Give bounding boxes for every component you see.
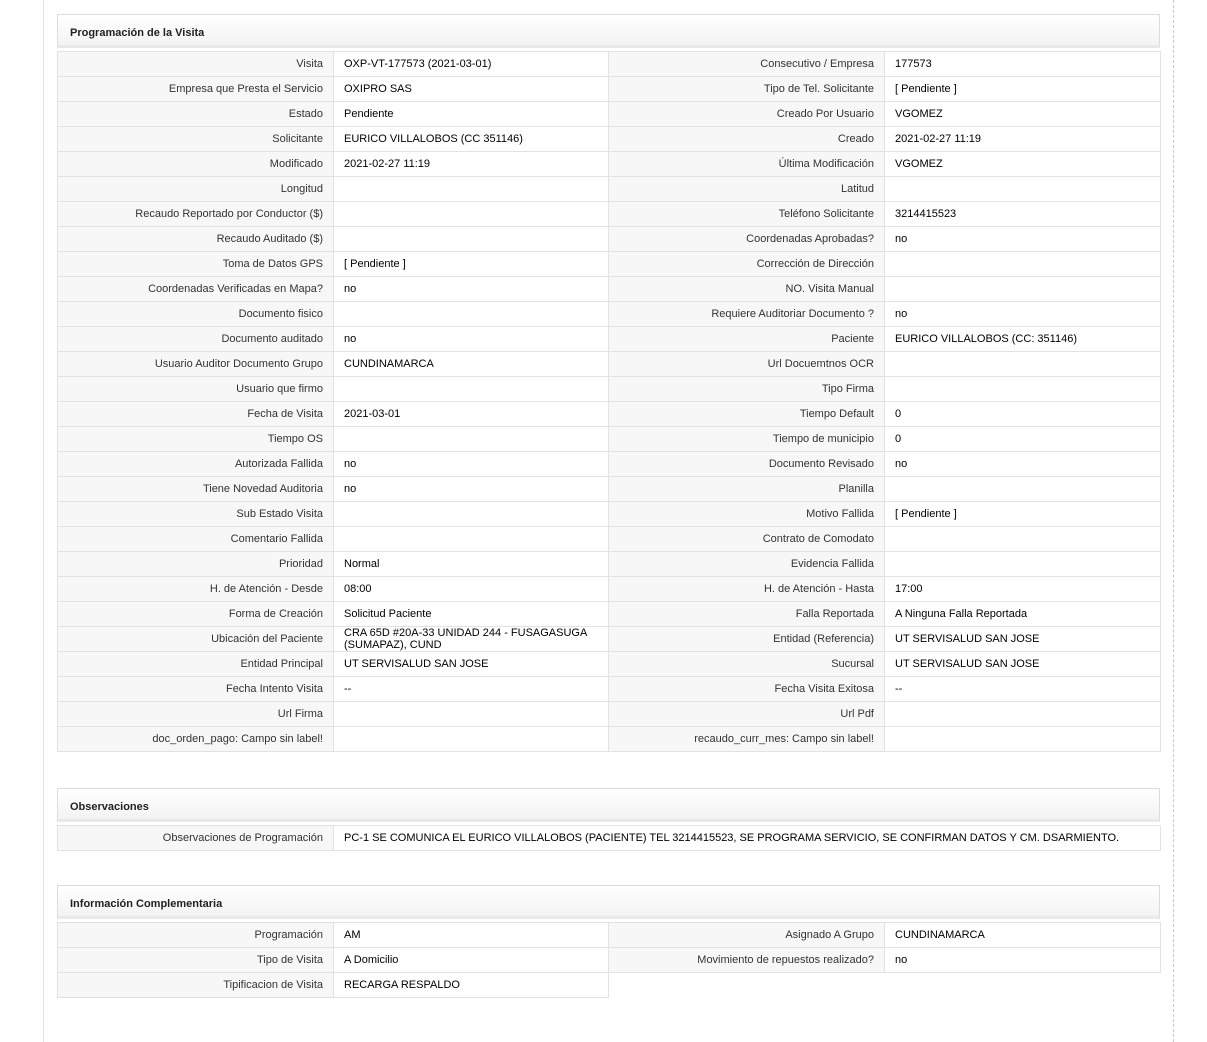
label-doc-orden-pago-campo-sin-label: doc_orden_pago: Campo sin label! (58, 727, 334, 752)
table-row (58, 202, 1161, 227)
value-entidad-referencia: UT SERVISALUD SAN JOSE (885, 627, 1161, 652)
empty-cell (885, 973, 1161, 998)
value-h-de-atencion-desde: 08:00 (334, 577, 609, 602)
table-row (58, 352, 1161, 377)
complementaria-title: Información Complementaria (57, 885, 1160, 919)
label-usuario-auditor-documento-grupo: Usuario Auditor Documento Grupo (58, 352, 334, 377)
value-autorizada-fallida: no (334, 452, 609, 477)
table-row (58, 402, 1161, 427)
label-entidad-referencia: Entidad (Referencia) (609, 627, 885, 652)
value-telefono-solicitante: 3214415523 (885, 202, 1161, 227)
label-programacion: Programación (58, 923, 334, 948)
label-requiere-auditoriar-documento: Requiere Auditoriar Documento ? (609, 302, 885, 327)
table-row (58, 127, 1161, 152)
table-row (58, 527, 1161, 552)
label-h-de-atencion-desde: H. de Atención - Desde (58, 577, 334, 602)
label-tiempo-default: Tiempo Default (609, 402, 885, 427)
value-fecha-visita-exitosa: -- (885, 677, 1161, 702)
label-coordenadas-verificadas-en-mapa: Coordenadas Verificadas en Mapa? (58, 277, 334, 302)
label-tiempo-os: Tiempo OS (58, 427, 334, 452)
value-recaudo-curr-mes-campo-sin-label (885, 727, 1161, 752)
label-comentario-fallida: Comentario Fallida (58, 527, 334, 552)
value-documento-auditado: no (334, 327, 609, 352)
label-tiene-novedad-auditoria: Tiene Novedad Auditoria (58, 477, 334, 502)
table-row (58, 627, 1161, 652)
value-falla-reportada: A Ninguna Falla Reportada (885, 602, 1161, 627)
value-sub-estado-visita (334, 502, 609, 527)
table-row (58, 52, 1161, 77)
value-coordenadas-verificadas-en-mapa: no (334, 277, 609, 302)
table-row (58, 602, 1161, 627)
label-sucursal: Sucursal (609, 652, 885, 677)
label-sub-estado-visita: Sub Estado Visita (58, 502, 334, 527)
table-row (58, 452, 1161, 477)
label-recaudo-auditado: Recaudo Auditado ($) (58, 227, 334, 252)
value-visita: OXP-VT-177573 (2021-03-01) (334, 52, 609, 77)
table-row (58, 277, 1161, 302)
value-movimiento-de-repuestos-realizado: no (885, 948, 1161, 973)
label-modificado: Modificado (58, 152, 334, 177)
label-toma-de-datos-gps: Toma de Datos GPS (58, 252, 334, 277)
value-h-de-atencion-hasta: 17:00 (885, 577, 1161, 602)
label-telefono-solicitante: Teléfono Solicitante (609, 202, 885, 227)
value-toma-de-datos-gps: [ Pendiente ] (334, 252, 609, 277)
value-paciente: EURICO VILLALOBOS (CC: 351146) (885, 327, 1161, 352)
label-paciente: Paciente (609, 327, 885, 352)
value-creado: 2021-02-27 11:19 (885, 127, 1161, 152)
table-row (58, 577, 1161, 602)
programacion-section (57, 14, 1160, 752)
value-sucursal: UT SERVISALUD SAN JOSE (885, 652, 1161, 677)
value-tipificacion-de-visita: RECARGA RESPALDO (334, 973, 609, 998)
value-tipo-firma (885, 377, 1161, 402)
value-prioridad: Normal (334, 552, 609, 577)
complementaria-table (57, 922, 1161, 998)
label-tipo-de-visita: Tipo de Visita (58, 948, 334, 973)
label-tipificacion-de-visita: Tipificacion de Visita (58, 973, 334, 998)
value-modificado: 2021-02-27 11:19 (334, 152, 609, 177)
label-documento-fisico: Documento fisico (58, 302, 334, 327)
table-row (58, 177, 1161, 202)
value-documento-fisico (334, 302, 609, 327)
table-row (58, 948, 1161, 973)
label-latitud: Latitud (609, 177, 885, 202)
table-row (58, 77, 1161, 102)
label-movimiento-de-repuestos-realizado: Movimiento de repuestos realizado? (609, 948, 885, 973)
label-entidad-principal: Entidad Principal (58, 652, 334, 677)
value-correccion-de-direccion (885, 252, 1161, 277)
observaciones-title: Observaciones (57, 788, 1160, 822)
programacion-title: Programación de la Visita (57, 14, 1160, 48)
table-row (58, 477, 1161, 502)
label-estado: Estado (58, 102, 334, 127)
table-row (58, 502, 1161, 527)
label-asignado-a-grupo: Asignado A Grupo (609, 923, 885, 948)
value-usuario-que-firmo (334, 377, 609, 402)
label-fecha-visita-exitosa: Fecha Visita Exitosa (609, 677, 885, 702)
table-row (58, 152, 1161, 177)
value-tiempo-os (334, 427, 609, 452)
value-latitud (885, 177, 1161, 202)
value-requiere-auditoriar-documento: no (885, 302, 1161, 327)
value-ubicacion-del-paciente: CRA 65D #20A-33 UNIDAD 244 - FUSAGASUGA (SUMAPAZ), CUND (334, 627, 609, 652)
value-longitud (334, 177, 609, 202)
label-tipo-de-tel-solicitante: Tipo de Tel. Solicitante (609, 77, 885, 102)
right-dashed-border (1173, 0, 1174, 1042)
label-evidencia-fallida: Evidencia Fallida (609, 552, 885, 577)
value-motivo-fallida: [ Pendiente ] (885, 502, 1161, 527)
label-motivo-fallida: Motivo Fallida (609, 502, 885, 527)
label-fecha-intento-visita: Fecha Intento Visita (58, 677, 334, 702)
label-contrato-de-comodato: Contrato de Comodato (609, 527, 885, 552)
table-row (58, 327, 1161, 352)
value-url-firma (334, 702, 609, 727)
value-contrato-de-comodato (885, 527, 1161, 552)
label-fecha-de-visita: Fecha de Visita (58, 402, 334, 427)
complementaria-section (57, 885, 1160, 998)
label-tiempo-de-municipio: Tiempo de municipio (609, 427, 885, 452)
value-tiempo-de-municipio: 0 (885, 427, 1161, 452)
label-forma-de-creacion: Forma de Creación (58, 602, 334, 627)
label-empresa-que-presta-el-servicio: Empresa que Presta el Servicio (58, 77, 334, 102)
value-recaudo-reportado-por-conductor (334, 202, 609, 227)
observaciones-label: Observaciones de Programación (58, 826, 334, 851)
value-tiene-novedad-auditoria: no (334, 477, 609, 502)
label-tipo-firma: Tipo Firma (609, 377, 885, 402)
label-autorizada-fallida: Autorizada Fallida (58, 452, 334, 477)
value-tipo-de-visita: A Domicilio (334, 948, 609, 973)
value-solicitante: EURICO VILLALOBOS (CC 351146) (334, 127, 609, 152)
label-recaudo-curr-mes-campo-sin-label: recaudo_curr_mes: Campo sin label! (609, 727, 885, 752)
observaciones-table (57, 825, 1161, 851)
value-evidencia-fallida (885, 552, 1161, 577)
value-recaudo-auditado (334, 227, 609, 252)
value-usuario-auditor-documento-grupo: CUNDINAMARCA (334, 352, 609, 377)
label-ultima-modificacion: Última Modificación (609, 152, 885, 177)
value-programacion: AM (334, 923, 609, 948)
label-no-visita-manual: NO. Visita Manual (609, 277, 885, 302)
label-correccion-de-direccion: Corrección de Dirección (609, 252, 885, 277)
table-row (58, 377, 1161, 402)
value-comentario-fallida (334, 527, 609, 552)
table-row (58, 102, 1161, 127)
value-fecha-intento-visita: -- (334, 677, 609, 702)
table-row (58, 552, 1161, 577)
programacion-table (57, 51, 1161, 752)
table-row (58, 427, 1161, 452)
value-estado: Pendiente (334, 102, 609, 127)
table-row (58, 227, 1161, 252)
observaciones-value: PC-1 SE COMUNICA EL EURICO VILLALOBOS (PACIENTE) TEL 3214415523, SE PROGRAMA SERVICIO, SE CONFIRMAN DATOS Y CM. DSARMIENTO. (334, 826, 1161, 851)
table-row (58, 677, 1161, 702)
value-forma-de-creacion: Solicitud Paciente (334, 602, 609, 627)
observaciones-section (57, 788, 1160, 851)
table-row (58, 252, 1161, 277)
value-planilla (885, 477, 1161, 502)
value-no-visita-manual (885, 277, 1161, 302)
label-creado-por-usuario: Creado Por Usuario (609, 102, 885, 127)
label-usuario-que-firmo: Usuario que firmo (58, 377, 334, 402)
value-tiempo-default: 0 (885, 402, 1161, 427)
table-row (58, 826, 1161, 851)
left-border (43, 0, 44, 1042)
label-url-docuemtnos-ocr: Url Docuemtnos OCR (609, 352, 885, 377)
empty-cell (609, 973, 885, 998)
table-row (58, 302, 1161, 327)
label-consecutivo-empresa: Consecutivo / Empresa (609, 52, 885, 77)
label-url-firma: Url Firma (58, 702, 334, 727)
label-recaudo-reportado-por-conductor: Recaudo Reportado por Conductor ($) (58, 202, 334, 227)
value-fecha-de-visita: 2021-03-01 (334, 402, 609, 427)
table-row (58, 727, 1161, 752)
label-planilla: Planilla (609, 477, 885, 502)
value-empresa-que-presta-el-servicio: OXIPRO SAS (334, 77, 609, 102)
value-documento-revisado: no (885, 452, 1161, 477)
value-url-docuemtnos-ocr (885, 352, 1161, 377)
table-row (58, 702, 1161, 727)
value-consecutivo-empresa: 177573 (885, 52, 1161, 77)
label-visita: Visita (58, 52, 334, 77)
label-ubicacion-del-paciente: Ubicación del Paciente (58, 627, 334, 652)
table-row (58, 923, 1161, 948)
value-creado-por-usuario: VGOMEZ (885, 102, 1161, 127)
table-row (58, 973, 1161, 998)
value-coordenadas-aprobadas: no (885, 227, 1161, 252)
label-falla-reportada: Falla Reportada (609, 602, 885, 627)
label-h-de-atencion-hasta: H. de Atención - Hasta (609, 577, 885, 602)
label-creado: Creado (609, 127, 885, 152)
value-doc-orden-pago-campo-sin-label (334, 727, 609, 752)
label-prioridad: Prioridad (58, 552, 334, 577)
value-asignado-a-grupo: CUNDINAMARCA (885, 923, 1161, 948)
table-row (58, 652, 1161, 677)
value-ultima-modificacion: VGOMEZ (885, 152, 1161, 177)
label-documento-auditado: Documento auditado (58, 327, 334, 352)
value-tipo-de-tel-solicitante: [ Pendiente ] (885, 77, 1161, 102)
label-documento-revisado: Documento Revisado (609, 452, 885, 477)
label-coordenadas-aprobadas: Coordenadas Aprobadas? (609, 227, 885, 252)
label-url-pdf: Url Pdf (609, 702, 885, 727)
label-longitud: Longitud (58, 177, 334, 202)
value-entidad-principal: UT SERVISALUD SAN JOSE (334, 652, 609, 677)
value-url-pdf (885, 702, 1161, 727)
label-solicitante: Solicitante (58, 127, 334, 152)
